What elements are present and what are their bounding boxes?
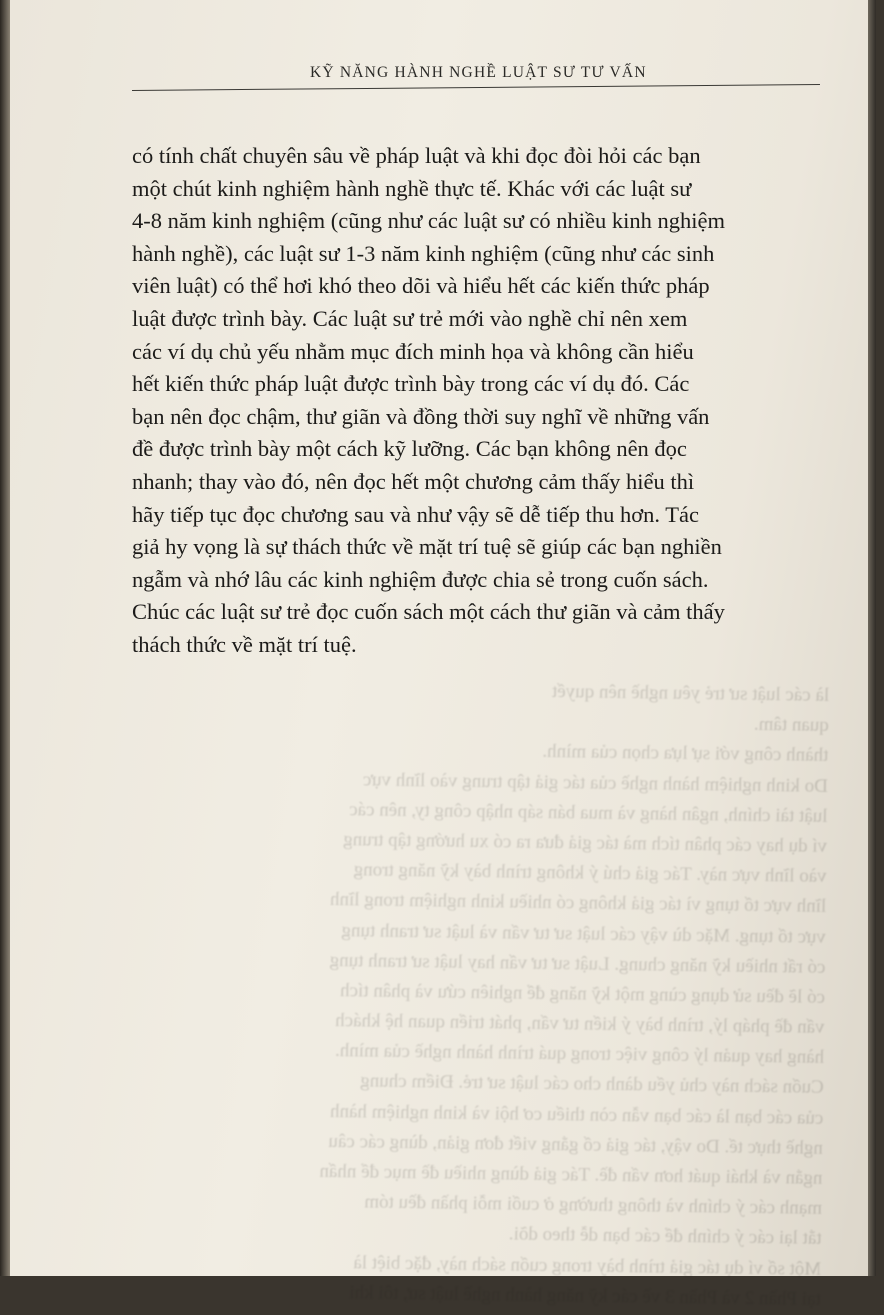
show-through-line: có rất nhiều kỹ năng chung. Luật sư tư vấn hay luật sư tranh tụng [329,949,826,978]
text-line: có tính chất chuyên sâu về pháp luật và khi đọc đòi hỏi các bạn [132,143,701,168]
running-head: KỸ NĂNG HÀNH NGHỀ LUẬT SƯ TƯ VẤN [310,64,647,81]
text-line: các ví dụ chủ yếu nhằm mục đích minh họa và không cần hiểu [132,338,694,364]
show-through-line: thành công với sự lựa chọn của mình. [542,741,829,767]
show-through-line: quan tâm. [753,714,829,737]
show-through-line: là các luật sư trẻ yêu nghề nên quyết [551,681,830,706]
text-line: Chúc các luật sư trẻ đọc cuốn sách một cách thư giãn và cảm thấy [132,599,725,625]
body-paragraph [132,140,832,662]
show-through-line: luật tài chính, ngân hàng và mua bán sáp nhập công ty, nên các [349,798,828,827]
show-through-line: tại Phần 2 và Phần 3 về các kỹ năng hành nghề luật sư, tôi khi [349,1282,821,1310]
text-line: nhanh; thay vào đó, nên đọc hết một chương cảm thấy hiểu thì [132,468,695,494]
show-through-line: tắt lại các ý chính để các bạn dễ theo dõi. [508,1223,822,1250]
show-through-line: hàng hay quản lý công việc trong quá trình hành nghề của mình. [334,1040,825,1069]
show-through-line: Một số ví dụ tác giả trình bày trong cuốn sách này, đặc biệt là [353,1251,822,1280]
show-through-line: mạnh các ý chính và thông thường ở cuối mỗi phần đều tóm [364,1191,823,1220]
text-line: giả hy vọng là sự thách thức về mặt trí tuệ sẽ giúp các bạn nghiền [132,534,722,560]
text-line: 4-8 năm kinh nghiệm (cũng như các luật sư có nhiều kinh nghiệm [132,208,726,234]
text-line: hãy tiếp tục đọc chương sau và như vậy sẽ dễ tiếp thu hơn. Tác [132,501,699,527]
show-through-line: ngắn và khái quát hơn vấn đề. Tác giả dùng nhiều đề mục để nhấn [319,1160,823,1189]
show-through-line: ví dụ hay các phân tích mà tác giả đưa ra có xu hướng tập trung [343,829,828,857]
show-through-line: Do kinh nghiệm hành nghề của tác giả tập trung vào lĩnh vực [362,768,829,797]
show-through-line: Cuốn sách này chủ yếu dành cho các luật sư trẻ. Điểm chung [360,1070,824,1099]
show-through-line: vào lĩnh vực này. Tác giả chú ý không trình bày kỹ năng trong [353,859,827,888]
text-line: bạn nên đọc chậm, thư giãn và đồng thời suy nghĩ về những vấn [132,403,710,429]
show-through-line: nghề thực tế. Do vậy, tác giả cố gắng viết đơn giản, dùng các câu [328,1130,824,1159]
book-page [10,0,876,1310]
text-line: viên luật) có thể hơi khó theo dõi và hiểu hết các kiến thức pháp [132,273,710,299]
text-line: đề được trình bày một cách kỹ lưỡng. Các bạn không nên đọc [132,436,687,462]
show-through-line: của các bạn là các bạn vẫn còn thiếu cơ hội và kinh nghiệm hành [329,1100,824,1129]
show-through-text [121,671,830,1315]
header-rule [132,84,820,91]
book-spine-shadow [0,0,10,1276]
show-through-line: lĩnh vực tố tụng vì tác giả không có nhiều kinh nghiệm trong lĩnh [329,889,827,918]
page-edge-shadow [868,0,876,1276]
show-through-line: có lẽ đều sử dụng cùng một kỹ năng để nghiên cứu và phân tích [339,979,826,1008]
text-line: luật được trình bày. Các luật sư trẻ mới vào nghề chỉ nên xem [132,305,688,331]
text-line: hành nghề), các luật sư 1-3 năm kinh nghiệm (cũng như các sinh [132,240,715,266]
text-line: một chút kinh nghiệm hành nghề thực tế. Khác với các luật sư [132,175,692,201]
show-through-line: vực tố tụng. Mặc dù vậy các luật sư tư vấn và luật sư tranh tụng [341,919,826,948]
text-line: hết kiến thức pháp luật được trình bày trong các ví dụ đó. Các [132,371,690,397]
text-line: ngẫm và nhớ lâu các kinh nghiệm được chia sẻ trong cuốn sách. [132,566,709,592]
show-through-line: vấn đề pháp lý, trình bày ý kiến tư vấn, phát triển quan hệ khách [335,1010,825,1038]
text-line: thách thức về mặt trí tuệ. [132,631,357,657]
